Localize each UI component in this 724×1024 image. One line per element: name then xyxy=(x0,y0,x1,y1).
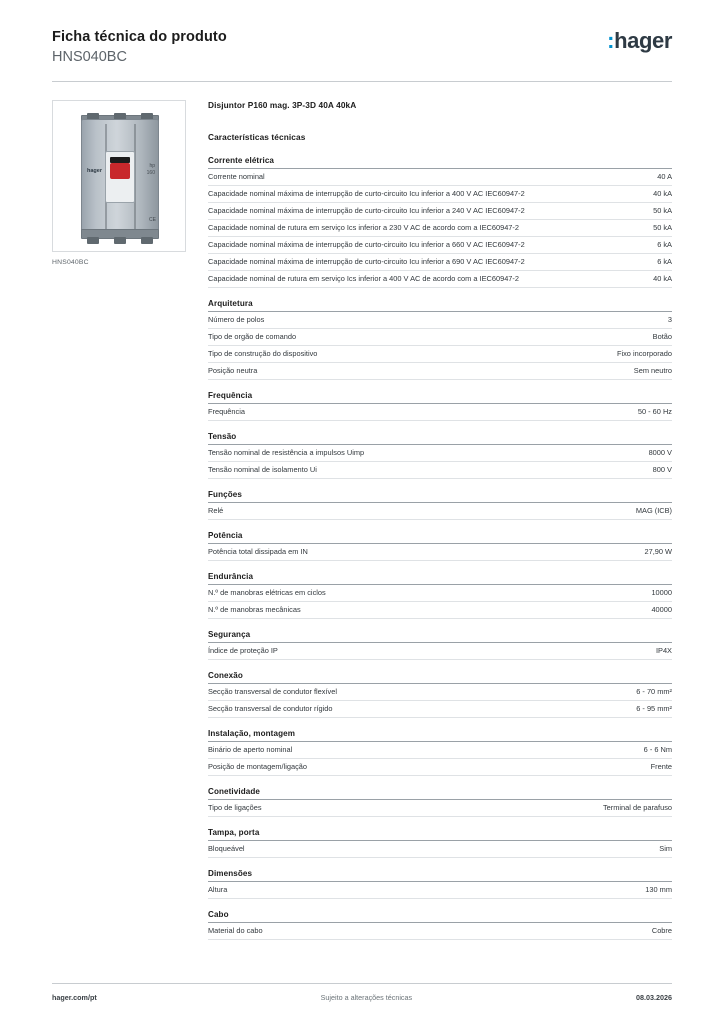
spec-table xyxy=(208,585,672,619)
spec-group-title: Arquitetura xyxy=(208,299,672,312)
spec-group xyxy=(208,299,672,380)
product-image-frame xyxy=(52,100,186,252)
spec-value: 50 - 60 Hz xyxy=(637,406,672,416)
spec-key: Corrente nominal xyxy=(208,172,265,182)
table-row xyxy=(208,329,672,346)
spec-group-title: Conetividade xyxy=(208,787,672,800)
spec-value: Fixo incorporado xyxy=(616,348,672,358)
spec-key: Capacidade nominal de rutura em serviço Ics inferior a 400 V AC de acordo com a IEC60947-2 xyxy=(208,274,519,284)
table-row xyxy=(208,404,672,420)
page-footer xyxy=(52,983,672,1002)
table-row xyxy=(208,700,672,717)
spec-group-title: Tampa, porta xyxy=(208,828,672,841)
spec-value: Botão xyxy=(652,332,672,341)
spec-group-title: Instalação, montagem xyxy=(208,729,672,742)
breaker-terminal xyxy=(141,237,153,244)
breaker-terminal xyxy=(114,237,126,244)
spec-key: Tensão nominal de resistência a impulsos Uimp xyxy=(208,447,365,457)
spec-key: Índice de proteção IP xyxy=(208,645,278,655)
spec-group-title: Segurança xyxy=(208,630,672,643)
table-row xyxy=(208,362,672,379)
table-row xyxy=(208,237,672,254)
table-row xyxy=(208,186,672,203)
spec-key: Secção transversal de condutor rígido xyxy=(208,703,333,713)
spec-key: Capacidade nominal máxima de interrupção de curto-circuito Icu inferior a 400 V AC IEC60947-2 xyxy=(208,189,525,199)
spec-value: Sem neutro xyxy=(633,365,672,375)
ce-mark-label: CE xyxy=(149,217,156,224)
breaker-terminal xyxy=(87,237,99,244)
table-row xyxy=(208,312,672,328)
footer-disclaimer: Sujeito a alterações técnicas xyxy=(320,993,413,1002)
table-row xyxy=(208,271,672,288)
spec-group-title: Conexão xyxy=(208,671,672,684)
spec-group-title: Frequência xyxy=(208,391,672,404)
spec-key: Altura xyxy=(208,884,228,894)
spec-value: IP4X xyxy=(655,645,672,655)
spec-table xyxy=(208,643,672,660)
page-header xyxy=(52,0,672,82)
breaker-type-line2: 160 xyxy=(146,169,155,176)
hager-logo xyxy=(607,26,672,54)
spec-group-title: Potência xyxy=(208,531,672,544)
spec-table xyxy=(208,882,672,899)
spec-group xyxy=(208,828,672,858)
logo-wordmark: hager xyxy=(614,28,672,53)
spec-key: Posição de montagem/ligação xyxy=(208,761,308,771)
spec-value: 6 kA xyxy=(657,240,672,250)
logo-colon-mark: : xyxy=(607,28,615,53)
table-row xyxy=(208,203,672,220)
spec-key: Tipo de orgão de comando xyxy=(208,332,297,341)
product-name: Disjuntor P160 mag. 3P-3D 40A 40kA xyxy=(208,100,357,111)
spec-table xyxy=(208,742,672,776)
spec-groups-container xyxy=(208,156,672,940)
table-row xyxy=(208,841,672,857)
spec-key: N.º de manobras mecânicas xyxy=(208,604,301,614)
spec-value: 6 - 6 Nm xyxy=(643,744,672,754)
table-row xyxy=(208,345,672,362)
spec-value: 40 kA xyxy=(653,274,672,284)
spec-group-title: Tensão xyxy=(208,432,672,445)
spec-value: 3 xyxy=(667,315,672,325)
spec-group xyxy=(208,630,672,660)
table-row xyxy=(208,758,672,775)
footer-date: 08.03.2026 xyxy=(636,993,672,1002)
spec-value: MAG (ICB) xyxy=(635,505,672,515)
spec-group xyxy=(208,432,672,479)
breaker-brand-label: hager xyxy=(87,168,102,175)
table-row xyxy=(208,800,672,816)
spec-group-title: Dimensões xyxy=(208,869,672,882)
specs-section-title: Características técnicas xyxy=(208,132,306,143)
spec-group xyxy=(208,531,672,561)
spec-group xyxy=(208,490,672,520)
table-row xyxy=(208,643,672,659)
spec-table xyxy=(208,404,672,421)
spec-value: 6 kA xyxy=(657,257,672,267)
product-image-caption: HNS040BC xyxy=(52,259,89,267)
spec-table xyxy=(208,544,672,561)
spec-value: 6 - 95 mm² xyxy=(636,703,672,713)
table-row xyxy=(208,503,672,519)
spec-key: Tipo de ligações xyxy=(208,802,262,812)
footer-website-link[interactable]: hager.com/pt xyxy=(52,993,97,1002)
spec-key: Bloqueável xyxy=(208,843,245,853)
spec-group xyxy=(208,869,672,899)
spec-key: Tensão nominal de isolamento Ui xyxy=(208,464,317,474)
spec-group xyxy=(208,156,672,288)
spec-group-title: Corrente elétrica xyxy=(208,156,672,169)
spec-group xyxy=(208,391,672,421)
spec-key: Binário de aperto nominal xyxy=(208,744,293,754)
spec-key: Relé xyxy=(208,505,224,515)
spec-key: Potência total dissipada em IN xyxy=(208,546,308,556)
table-row xyxy=(208,169,672,185)
spec-table xyxy=(208,169,672,288)
spec-value: 40 kA xyxy=(653,189,672,199)
breaker-type-line1: hp xyxy=(149,163,155,170)
table-row xyxy=(208,254,672,271)
spec-group xyxy=(208,671,672,718)
spec-value: Terminal de parafuso xyxy=(602,802,672,812)
header-titles xyxy=(52,26,227,67)
product-image-column xyxy=(52,100,200,951)
table-row xyxy=(208,882,672,898)
spec-group-title: Endurância xyxy=(208,572,672,585)
spec-key: Capacidade nominal de rutura em serviço Ics inferior a 230 V AC de acordo com a IEC60947-2 xyxy=(208,223,519,233)
spec-key: Secção transversal de condutor flexível xyxy=(208,686,337,696)
table-row xyxy=(208,684,672,700)
spec-value: 8000 V xyxy=(648,447,672,457)
spec-key: Capacidade nominal máxima de interrupção de curto-circuito Icu inferior a 660 V AC IEC60947-2 xyxy=(208,240,525,250)
spec-key: Número de polos xyxy=(208,315,265,325)
page-content xyxy=(52,82,672,951)
spec-value: Frente xyxy=(650,761,672,771)
spec-group-title: Cabo xyxy=(208,910,672,923)
spec-table xyxy=(208,445,672,479)
spec-group xyxy=(208,729,672,776)
spec-value: 800 V xyxy=(652,464,672,474)
spec-table xyxy=(208,312,672,380)
table-row xyxy=(208,585,672,601)
spec-key: Capacidade nominal máxima de interrupção de curto-circuito Icu inferior a 690 V AC IEC60947-2 xyxy=(208,257,525,267)
breaker-toggle-lever xyxy=(110,163,130,179)
table-row xyxy=(208,923,672,939)
spec-key: Capacidade nominal máxima de interrupção de curto-circuito Icu inferior a 240 V AC IEC60947-2 xyxy=(208,206,525,216)
spec-key: Posição neutra xyxy=(208,365,258,375)
spec-table xyxy=(208,923,672,940)
table-row xyxy=(208,544,672,560)
spec-group xyxy=(208,572,672,619)
page-title: Ficha técnica do produto xyxy=(52,29,227,45)
table-row xyxy=(208,601,672,618)
spec-group xyxy=(208,910,672,940)
spec-value: 6 - 70 mm² xyxy=(636,686,672,696)
table-row xyxy=(208,220,672,237)
page-subtitle: HNS040BC xyxy=(52,48,127,65)
table-row xyxy=(208,461,672,478)
table-row xyxy=(208,445,672,461)
spec-value: 130 mm xyxy=(645,884,672,894)
spec-value: 10000 xyxy=(651,587,672,597)
spec-key: Tipo de construção do dispositivo xyxy=(208,348,318,358)
spec-value: 27,90 W xyxy=(644,546,672,556)
spec-value: Cobre xyxy=(651,925,672,935)
spec-value: Sim xyxy=(659,843,672,853)
spec-key: N.º de manobras elétricas em ciclos xyxy=(208,587,326,597)
spec-value: 40 A xyxy=(657,172,672,182)
spec-table xyxy=(208,841,672,858)
breaker-type-label xyxy=(147,163,155,176)
spec-table xyxy=(208,684,672,718)
spec-table xyxy=(208,800,672,817)
spec-group-title: Funções xyxy=(208,490,672,503)
spec-value: 40000 xyxy=(651,604,672,614)
spec-group xyxy=(208,787,672,817)
table-row xyxy=(208,742,672,758)
spec-value: 50 kA xyxy=(653,206,672,216)
circuit-breaker-illustration xyxy=(75,113,165,241)
spec-key: Material do cabo xyxy=(208,925,263,935)
spec-table xyxy=(208,503,672,520)
specifications-column xyxy=(200,100,672,951)
spec-value: 50 kA xyxy=(653,223,672,233)
spec-key: Frequência xyxy=(208,406,245,416)
